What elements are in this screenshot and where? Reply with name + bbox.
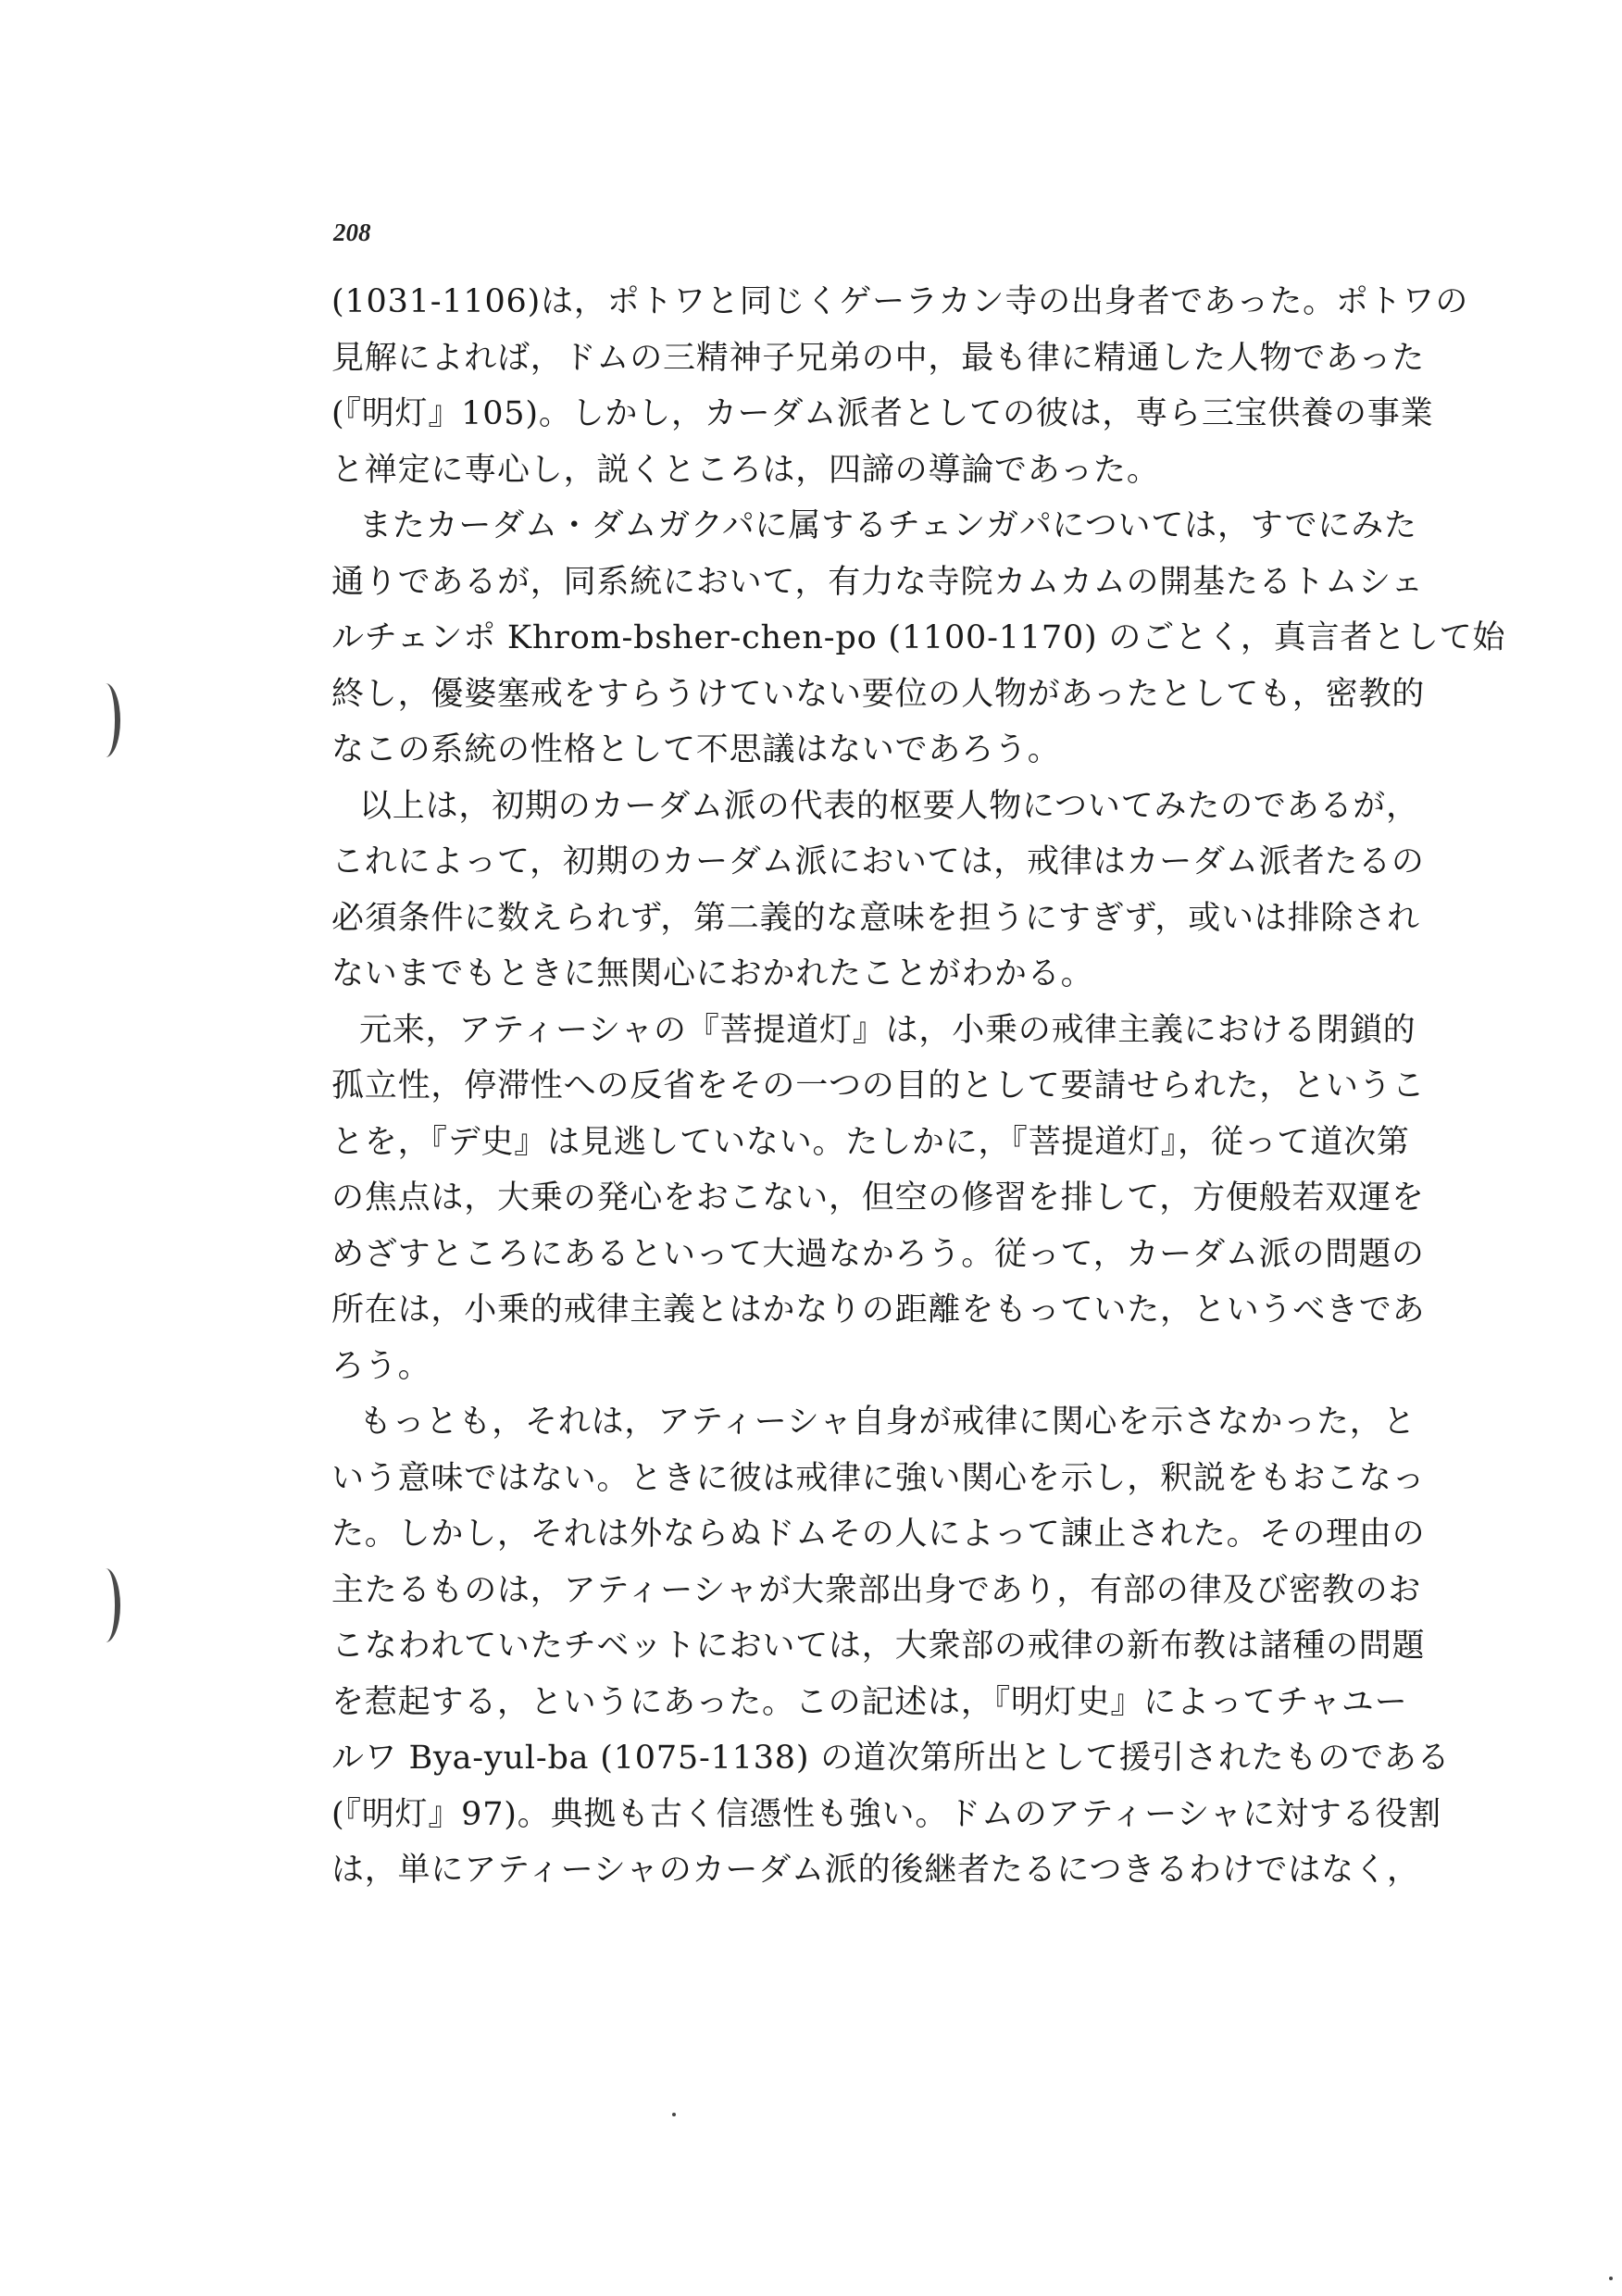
text-line: 終し，優婆塞戒をすらうけていない要位の人物があったとしても，密教的 — [331, 675, 1426, 713]
text-line: もっとも，それは，アティーシャ自身が戒律に関心を示さなかった，と — [359, 1404, 1416, 1441]
text-line: と禅定に専心し，説くところは，四諦の導論であった。 — [331, 451, 1160, 489]
text-line: は，単にアティーシャのカーダム派的後継者たるにつきるわけではなく， — [331, 1852, 1420, 1889]
text-line: ろう。 — [331, 1347, 431, 1385]
text-line: またカーダム・ダムガクパに属するチェンガパについては，すでにみた — [359, 507, 1417, 544]
text-line: これによって，初期のカーダム派においては，戒律はカーダム派者たるの — [331, 843, 1425, 880]
page-number: 208 — [333, 218, 371, 246]
text-line: を惹起する，というにあった。この記述は，『明灯史』によってチャユー — [331, 1683, 1408, 1721]
text-line: ルワ Bya-yul-ba (1075-1138) の道次第所出として援引されたものである — [331, 1740, 1451, 1777]
scan-speck — [672, 2113, 676, 2116]
text-line: 見解によれば，ドムの三精神子兄弟の中，最も律に精通した人物であった — [331, 339, 1426, 377]
text-line: (1031-1106)は，ポトワと同じくゲーラカン寺の出身者であった。ポトワの — [331, 283, 1469, 320]
text-line: 所在は，小乗的戒律主義とはかなりの距離をもっていた，というべきであ — [331, 1292, 1426, 1329]
text-line: た。しかし，それは外ならぬドムその人によって諌止された。その理由の — [331, 1516, 1426, 1553]
text-line: なこの系統の性格として不思議はないであろう。 — [331, 731, 1061, 768]
text-line: とを，『デ史』は見逃していない。たしかに，『菩提道灯』，従って道次第 — [331, 1123, 1410, 1161]
text-line: いう意味ではない。ときに彼は戒律に強い関心を示し，釈説をもおこなっ — [331, 1459, 1426, 1497]
text-line: ルチェンポ Khrom-bsher-chen-po (1100-1170) のごとく，真言者として始 — [331, 619, 1506, 656]
body-text — [331, 274, 1506, 1899]
text-line: ないまでもときに無関心におかれたことがわかる。 — [331, 955, 1094, 992]
binding-shadow-mark — [91, 683, 120, 757]
text-line: こなわれていたチベットにおいては，大衆部の戒律の新布教は諸種の問題 — [331, 1628, 1426, 1665]
text-line: 孤立性，停滞性への反省をその一つの目的として要請せられた，というこ — [331, 1067, 1426, 1104]
text-line: 主たるものは，アティーシャが大衆部出身であり，有部の律及び密教のお — [331, 1571, 1422, 1609]
text-line: 必須条件に数えられず，第二義的な意味を担うにすぎず，或いは排除され — [331, 899, 1420, 937]
scan-speck — [1609, 2277, 1613, 2280]
text-line: 以上は，初期のカーダム派の代表的枢要人物についてみたのであるが， — [359, 787, 1419, 825]
text-line: (『明灯』105)。しかし，カーダム派者としての彼は，専ら三宝供養の事業 — [331, 395, 1434, 432]
text-line: 元来，アティーシャの『菩提道灯』は，小乗の戒律主義における閉鎖的 — [359, 1011, 1416, 1049]
binding-shadow-mark — [91, 1568, 120, 1642]
text-line: の焦点は，大乗の発心をおこない，但空の修習を排して，方便般若双運を — [331, 1179, 1425, 1217]
text-line: めざすところにあるといって大過なかろう。従って，カーダム派の問題の — [331, 1235, 1425, 1273]
text-line: 通りであるが，同系統において，有力な寺院カムカムの開基たるトムシェ — [331, 563, 1425, 601]
text-line: (『明灯』97)。典拠も古く信憑性も強い。ドムのアティーシャに対する役割 — [331, 1795, 1441, 1833]
